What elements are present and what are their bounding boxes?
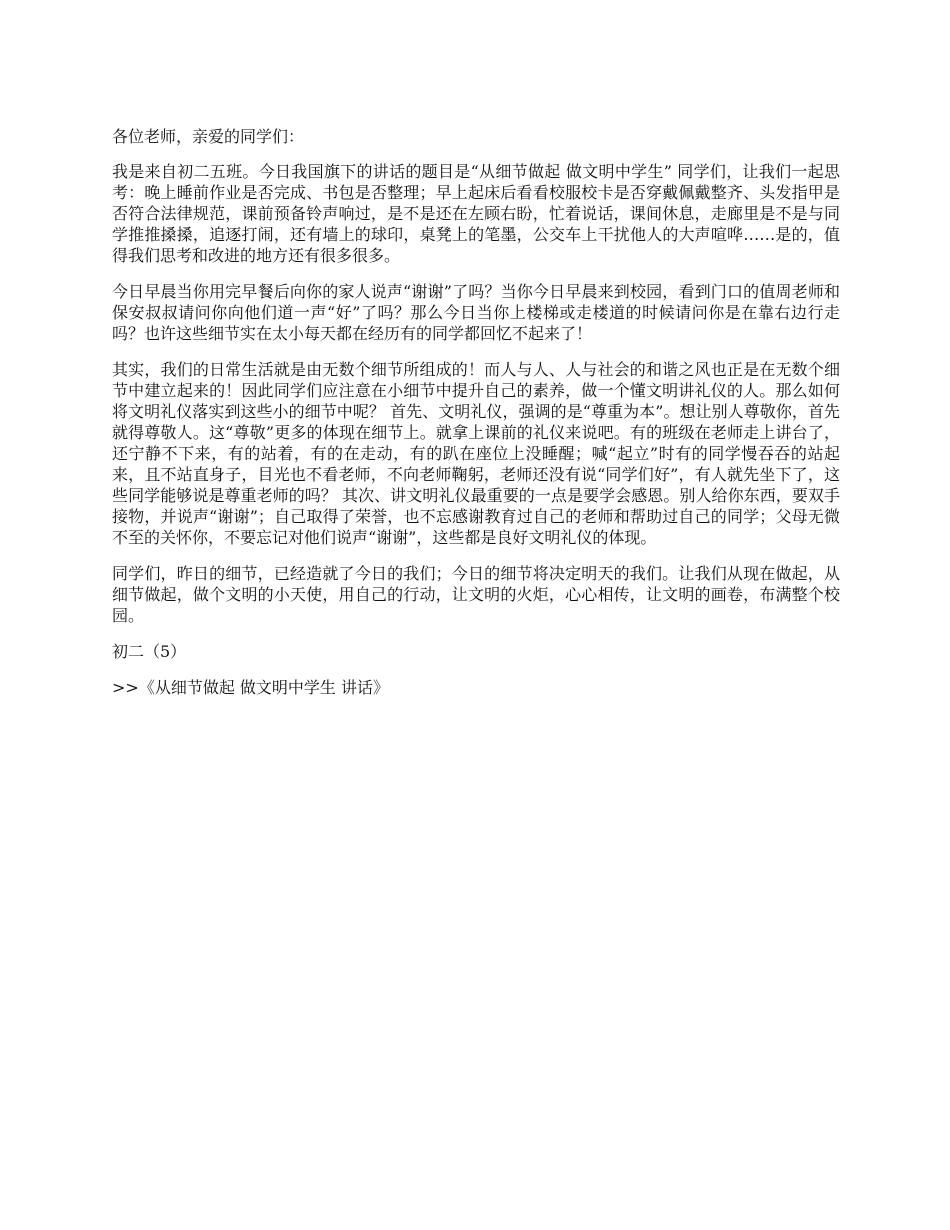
greeting: 各位老师，亲爱的同学们： bbox=[112, 127, 305, 146]
paragraph-3: 其实，我们的日常生活就是由无数个细节所组成的！而人与人、人与社会的和谐之风也正是在无数个细节中建立起来的！因此同学们应注意在小细节中提升自己的素养，做一个懂文明讲礼仪的人。那么如何将文明礼仪落实到这些小的细节中呢？ 首先、文明礼仪，强调的是“尊重为本”。想让别人尊敬你，首先就得尊敬人。这“尊敬”更多的体现在细节上。就拿上课前的礼仪来说吧。有的班级在老师走上讲台了，还宁静不下来，有的站着，有的在走动，有的趴在座位上没睡醒；喊“起立”时有的同学慢吞吞的站起来，且不站直身子，目光也不看老师，不向老师鞠躬，老师还没有说“同学们好”，有人就先坐下了，这些同学能够说是尊重老师的吗？ 其次、讲文明礼仪最重要的一点是要学会感恩。别人给你东西，要双手接物，并说声“谢谢”；自己取得了荣誉，也不忘感谢教育过自己的老师和帮助过自己的同学；父母无微不至的关怀你，不要忘记对他们说声“谢谢”，这些都是良好文明礼仪的体现。 bbox=[112, 360, 840, 547]
paragraph-4: 同学们，昨日的细节，已经造就了今日的我们；今日的细节将决定明天的我们。让我们从现在做起，从细节做起，做个文明的小天使，用自己的行动，让文明的火炬，心心相传，让文明的画卷，布满整个校园。 bbox=[112, 564, 840, 625]
related-article-link[interactable]: >>《从细节做起 做文明中学生 讲话》 bbox=[112, 678, 389, 697]
signature: 初二（5） bbox=[112, 642, 187, 661]
paragraph-2: 今日早晨当你用完早餐后向你的家人说声“谢谢”了吗？当你今日早晨来到校园，看到门口的值周老师和保安叔叔请问你向他们道一声“好”了吗？那么今日当你上楼梯或走楼道的时候请问你是在靠右边行走吗？也许这些细节实在太小每天都在经历有的同学都回忆不起来了！ bbox=[112, 282, 840, 343]
paragraph-1: 我是来自初二五班。今日我国旗下的讲话的题目是“从细节做起 做文明中学生” 同学们，让我们一起思考：晚上睡前作业是否完成、书包是否整理；早上起床后看看校服校卡是否穿戴佩戴整齐、头发指甲是否符合法律规范，课前预备铃声响过，是不是还在左顾右盼，忙着说话，课间休息，走廊里是不是与同学推推搡搡，追逐打闹，还有墙上的球印，桌凳上的笔墨，公交车上干扰他人的大声喧哗……是的，值得我们思考和改进的地方还有很多很多。 bbox=[112, 162, 840, 265]
document-page bbox=[112, 126, 840, 713]
